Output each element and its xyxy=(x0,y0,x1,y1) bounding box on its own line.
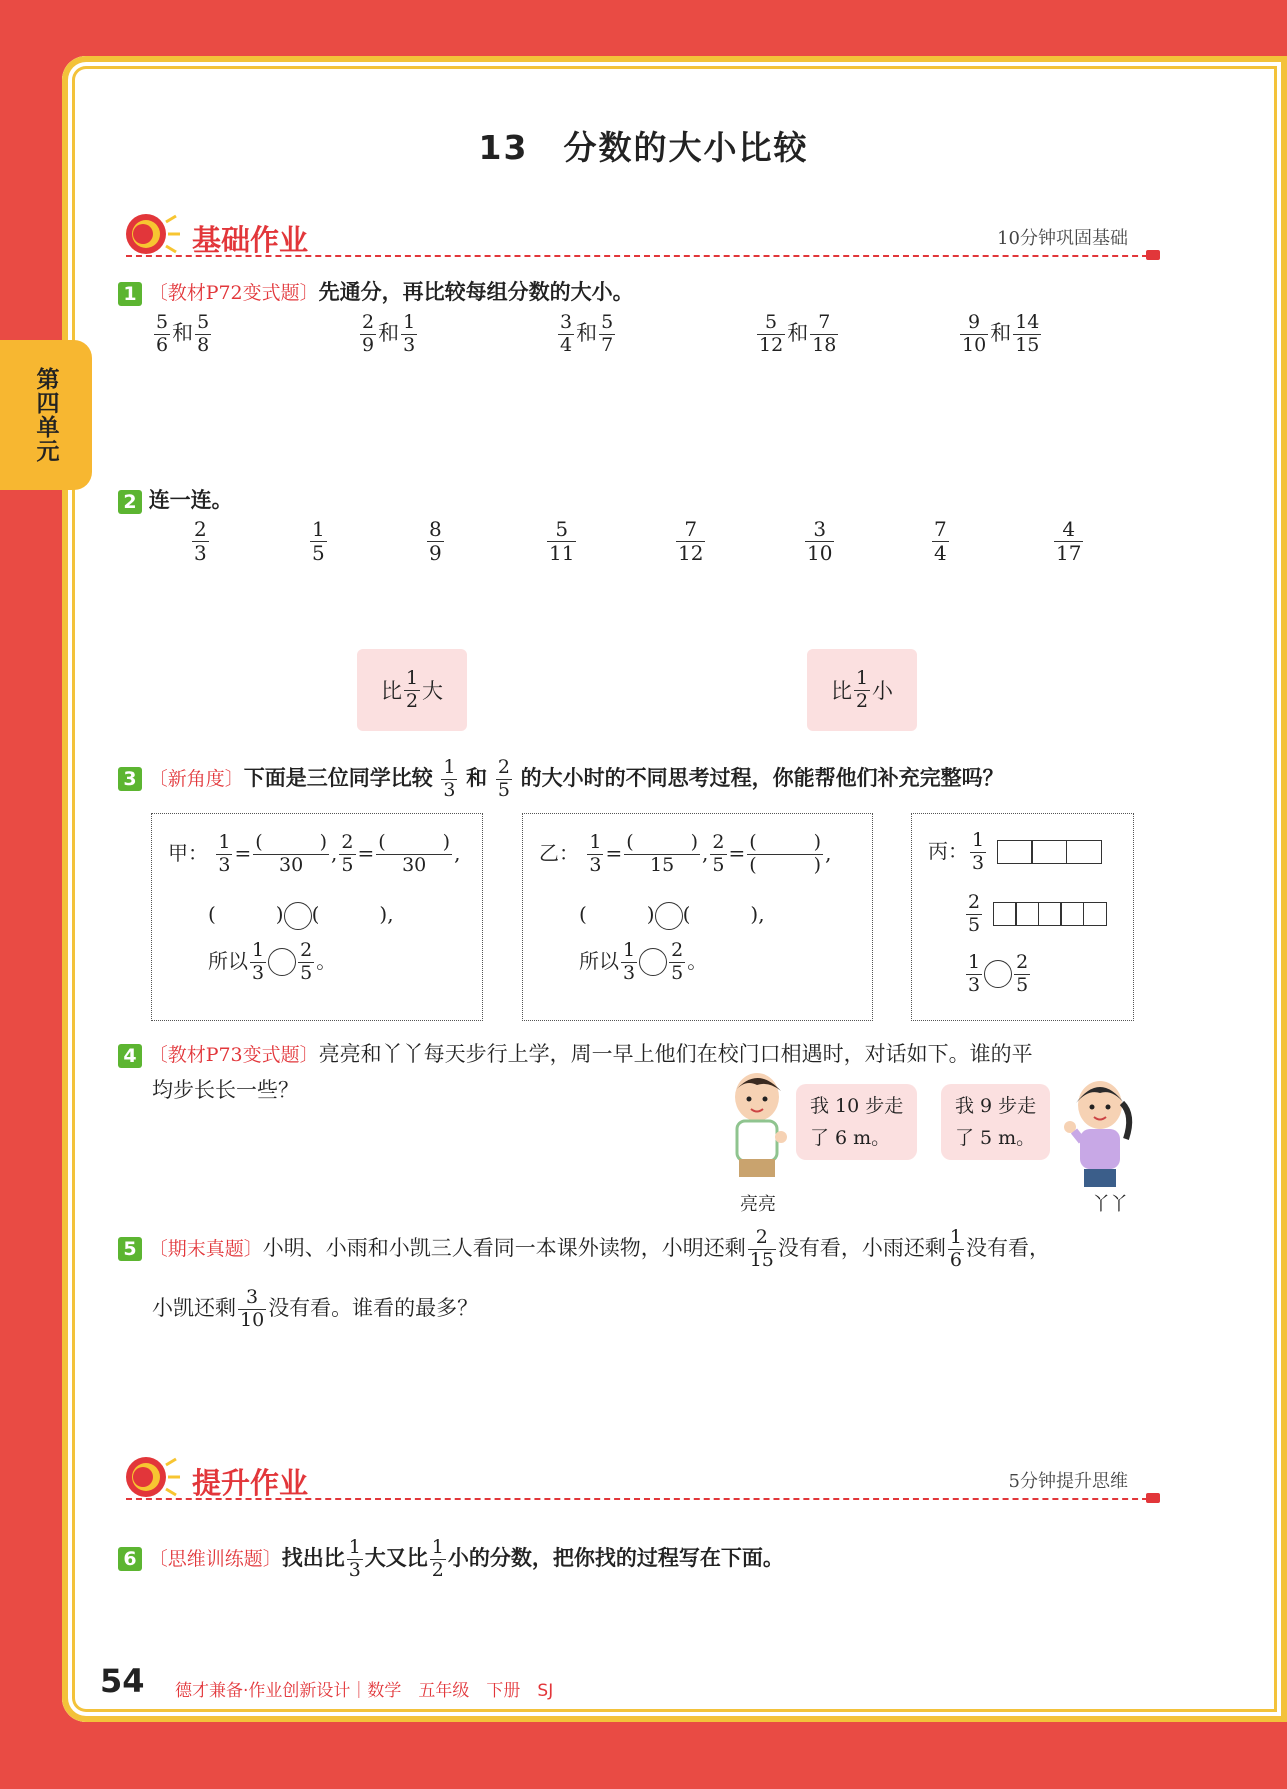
lamp-icon xyxy=(118,1453,182,1503)
thirds-bar xyxy=(998,839,1102,865)
compare-circle[interactable] xyxy=(639,948,667,976)
q1-pair: $\frac{5}{12}$ 和 $\frac{7}{18}$ xyxy=(759,311,837,356)
less-than-half-box[interactable]: 比 $\frac{1}{2}$ 小 xyxy=(807,649,917,731)
compare-circle[interactable] xyxy=(268,948,296,976)
compare-circle[interactable] xyxy=(655,902,683,930)
name-yaya: 丫丫 xyxy=(1092,1194,1128,1215)
fifths-bar xyxy=(994,901,1107,927)
q2-fraction[interactable]: $\frac{1}{5}$ xyxy=(312,517,325,565)
question-number: 3 xyxy=(118,767,142,791)
section-advanced-header xyxy=(118,1453,1158,1509)
q2-fraction[interactable]: $\frac{4}{17}$ xyxy=(1056,517,1082,565)
question-number: 6 xyxy=(118,1547,142,1571)
question-4-line2: 均步长长一些？ xyxy=(152,1078,299,1102)
q1-pair: $\frac{3}{4}$ 和 $\frac{5}{7}$ xyxy=(560,311,614,356)
page-title: 13 分数的大小比较 xyxy=(478,128,809,167)
question-2 xyxy=(118,483,233,517)
question-text: 连一连。 xyxy=(148,488,233,512)
question-6: 6 〔思维训练题〕找出比 $\frac{1}{3}$ 大又比 $\frac{1}{2}$ 小的分数，把你找的过程写在下面。 xyxy=(118,1537,784,1582)
speech-bubble-liangliang: 我 10 步走 了 6 m。 xyxy=(796,1084,917,1160)
question-number: 2 xyxy=(118,490,142,514)
lamp-icon xyxy=(118,210,182,260)
name-liangliang: 亮亮 xyxy=(740,1194,776,1215)
unit-tab: 第四单元 xyxy=(0,340,92,490)
q1-pair: $\frac{5}{6}$ 和 $\frac{5}{8}$ xyxy=(156,311,210,356)
question-number: 4 xyxy=(118,1044,142,1068)
q2-fraction[interactable]: $\frac{5}{11}$ xyxy=(549,517,575,565)
q1-pair: $\frac{2}{9}$ 和 $\frac{1}{3}$ xyxy=(362,311,416,356)
question-tag: 〔新角度〕 xyxy=(148,767,244,790)
section-note: 5分钟提升思维 xyxy=(1008,1471,1128,1492)
page-number: 54 xyxy=(100,1662,145,1700)
compare-circle[interactable] xyxy=(984,960,1012,988)
q2-fraction[interactable]: $\frac{7}{12}$ xyxy=(678,517,704,565)
question-tag: 〔期末真题〕 xyxy=(148,1237,263,1260)
q2-fraction[interactable]: $\frac{8}{9}$ xyxy=(429,517,442,565)
question-5-line2: 小凯还剩 $\frac{3}{10}$ 没有看。谁看的最多？ xyxy=(152,1286,479,1331)
boy-liangliang-icon xyxy=(725,1069,795,1189)
question-3: 3 〔新角度〕下面是三位同学比较 $\frac{1}{3}$ 和 $\frac{2}{5}$ 的大小时的不同思考过程，你能帮他们补充完整吗？ xyxy=(118,757,1004,802)
question-text: 先通分，再比较每组分数的大小。 xyxy=(318,280,634,304)
question-number: 5 xyxy=(118,1237,142,1261)
section-title: 提升作业 xyxy=(192,1466,309,1500)
section-note: 10分钟巩固基础 xyxy=(997,228,1128,249)
q2-fraction[interactable]: $\frac{2}{3}$ xyxy=(194,517,207,565)
footer-text: 德才兼备·作业创新设计｜数学 五年级 下册 SJ xyxy=(175,1681,554,1701)
yi-box: 乙： $\frac{1}{3}$ = $\frac{( )}{15}$ , $\frac{2}{5}$ = $\frac{( )}{( )}$ , ( ) ( ), 所以 $\frac{1}{3}$ $\frac{2}{5}$ 。 xyxy=(522,813,873,1021)
section-title: 基础作业 xyxy=(192,223,309,257)
question-1 xyxy=(118,275,634,310)
question-tag: 〔思维训练题〕 xyxy=(148,1547,282,1570)
speech-bubble-yaya: 我 9 步走 了 5 m。 xyxy=(941,1084,1050,1160)
greater-than-half-box[interactable]: 比 $\frac{1}{2}$ 大 xyxy=(357,649,467,731)
jia-box: 甲： $\frac{1}{3}$ = $\frac{( )}{30}$ , $\frac{2}{5}$ = $\frac{( )}{30}$ , ( ) ( ), 所以 $\frac{1}{3}$ $\frac{2}{5}$ 。 xyxy=(151,813,483,1021)
bing-box: 丙： $\frac{1}{3}$ $\frac{2}{5}$ $\frac{1}{3}$ $\frac{2}{5}$ xyxy=(911,813,1134,1021)
question-number: 1 xyxy=(118,282,142,306)
q1-pair: $\frac{9}{10}$ 和 $\frac{14}{15}$ xyxy=(962,311,1040,356)
question-tag: 〔教材P72变式题〕 xyxy=(148,282,319,304)
section-divider xyxy=(126,1498,1158,1500)
question-4: 4 〔教材P73变式题〕亮亮和丫丫每天步行上学，周一早上他们在校门口相遇时，对话如下。谁的平 xyxy=(118,1037,1158,1072)
section-divider xyxy=(126,255,1158,257)
question-5: 5 〔期末真题〕小明、小雨和小凯三人看同一本课外读物，小明还剩 $\frac{2}{15}$ 没有看，小雨还剩 $\frac{1}{6}$ 没有看， xyxy=(118,1227,1050,1272)
section-basic-header xyxy=(118,210,1158,266)
q2-fraction[interactable]: $\frac{3}{10}$ xyxy=(807,517,833,565)
question-tag: 〔教材P73变式题〕 xyxy=(148,1044,319,1066)
q2-fraction[interactable]: $\frac{7}{4}$ xyxy=(934,517,947,565)
compare-circle[interactable] xyxy=(284,902,312,930)
girl-yaya-icon xyxy=(1060,1075,1140,1195)
